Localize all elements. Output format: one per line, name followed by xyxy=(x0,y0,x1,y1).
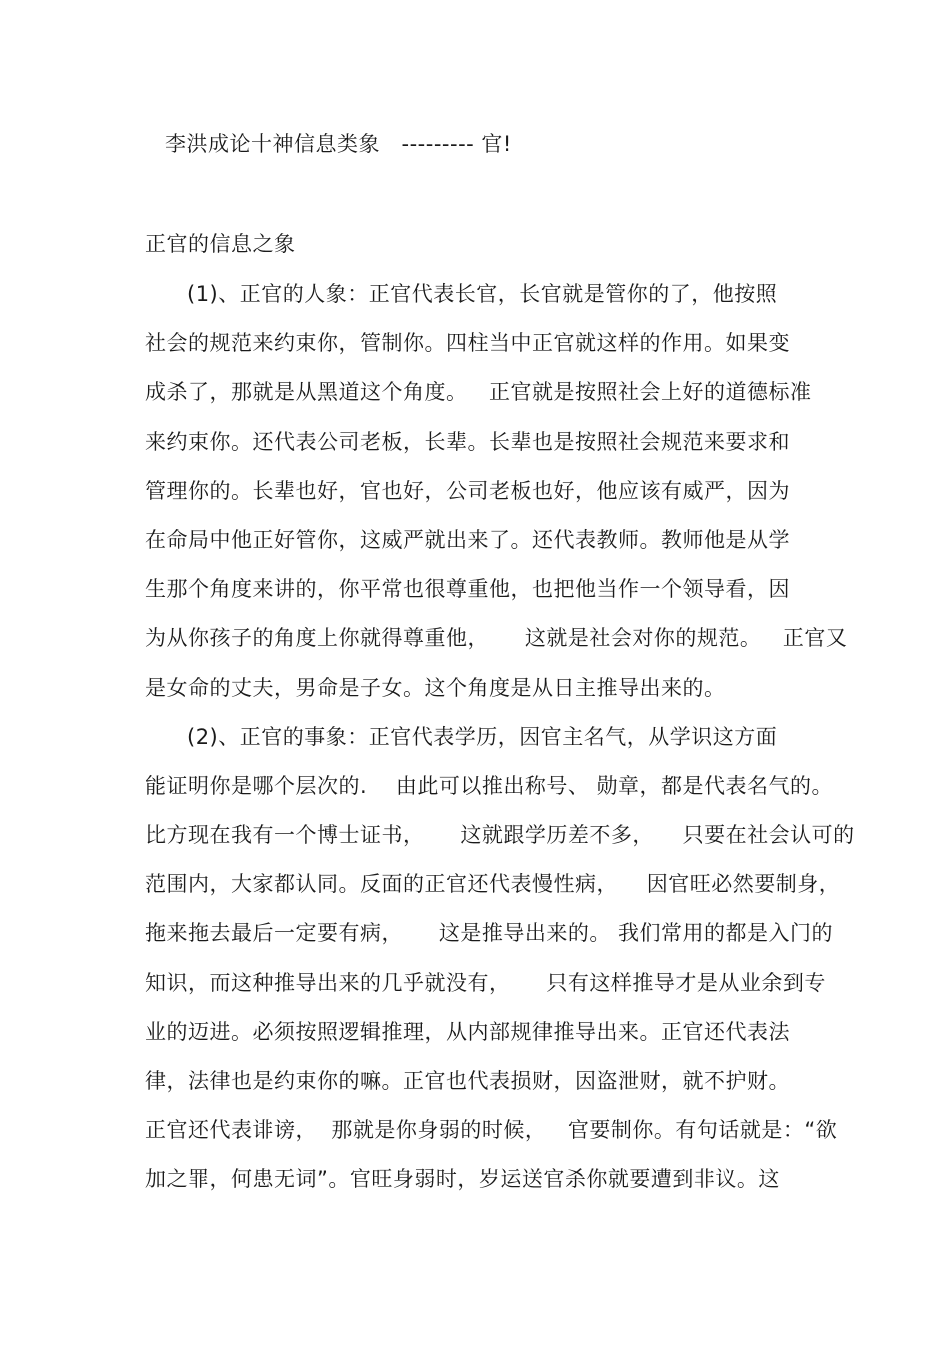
paragraph-line: 是女命的丈夫，男命是子女。这个角度是从日主推导出来的。 xyxy=(145,675,726,700)
section-heading: 正官的信息之象 xyxy=(145,232,296,256)
paragraph-line: 知识，而这种推导出来的几乎就没有， 只有这样推导才是从业余到专 xyxy=(145,970,826,995)
paragraph-line: 成杀了，那就是从黑道这个角度。 正官就是按照社会上好的道德标准 xyxy=(145,380,812,405)
document-body xyxy=(145,279,855,1214)
paragraph-line: (2)、正官的事象：正官代表学历，因官主名气，从学识这方面 xyxy=(187,724,778,749)
paragraph-line: 范围内，大家都认同。反面的正官还代表慢性病， 因官旺必然要制身， xyxy=(145,872,841,897)
paragraph-line: 业的迈进。必须按照逻辑推理，从内部规律推导出来。正官还代表法 xyxy=(145,1019,790,1044)
paragraph-line: 生那个角度来讲的，你平常也很尊重他，也把他当作一个领导看，因 xyxy=(145,577,790,602)
paragraph-line: 拖来拖去最后一定要有病， 这是推导出来的。 我们常用的都是入门的 xyxy=(145,921,834,946)
document-title: 李洪成论十神信息类象 --------- 官! xyxy=(165,132,512,156)
paragraph-line: (1)、正官的人象：正官代表长官，长官就是管你的了，他按照 xyxy=(187,282,778,306)
paragraph-line: 加之罪，何患无词”。官旺身弱时，岁运送官杀你就要遭到非议。这 xyxy=(145,1167,780,1192)
paragraph-line: 律，法律也是约束你的嘛。正官也代表损财，因盗泄财，就不护财。 xyxy=(145,1069,790,1093)
paragraph-line: 在命局中他正好管你，这威严就出来了。还代表教师。教师他是从学 xyxy=(145,527,790,552)
paragraph-line: 比方现在我有一个博士证书， 这就跟学历差不多， 只要在社会认可的 xyxy=(145,823,855,848)
paragraph-line: 正官还代表诽谤， 那就是你身弱的时候， 官要制你。有句话就是：“欲 xyxy=(145,1118,838,1143)
paragraph-line: 社会的规范来约束你，管制你。四柱当中正官就这样的作用。如果变 xyxy=(145,331,790,356)
paragraph-line: 为从你孩子的角度上你就得尊重他， 这就是社会对你的规范。 正官又 xyxy=(145,626,848,651)
paragraph-line: 来约束你。还代表公司老板，长辈。长辈也是按照社会规范来要求和 xyxy=(145,429,790,454)
paragraph-line: 管理你的。长辈也好，官也好，公司老板也好，他应该有威严，因为 xyxy=(145,478,790,503)
paragraph-line: 能证明你是哪个层次的. 由此可以推出称号、 勋章，都是代表名气的。 xyxy=(145,773,834,798)
